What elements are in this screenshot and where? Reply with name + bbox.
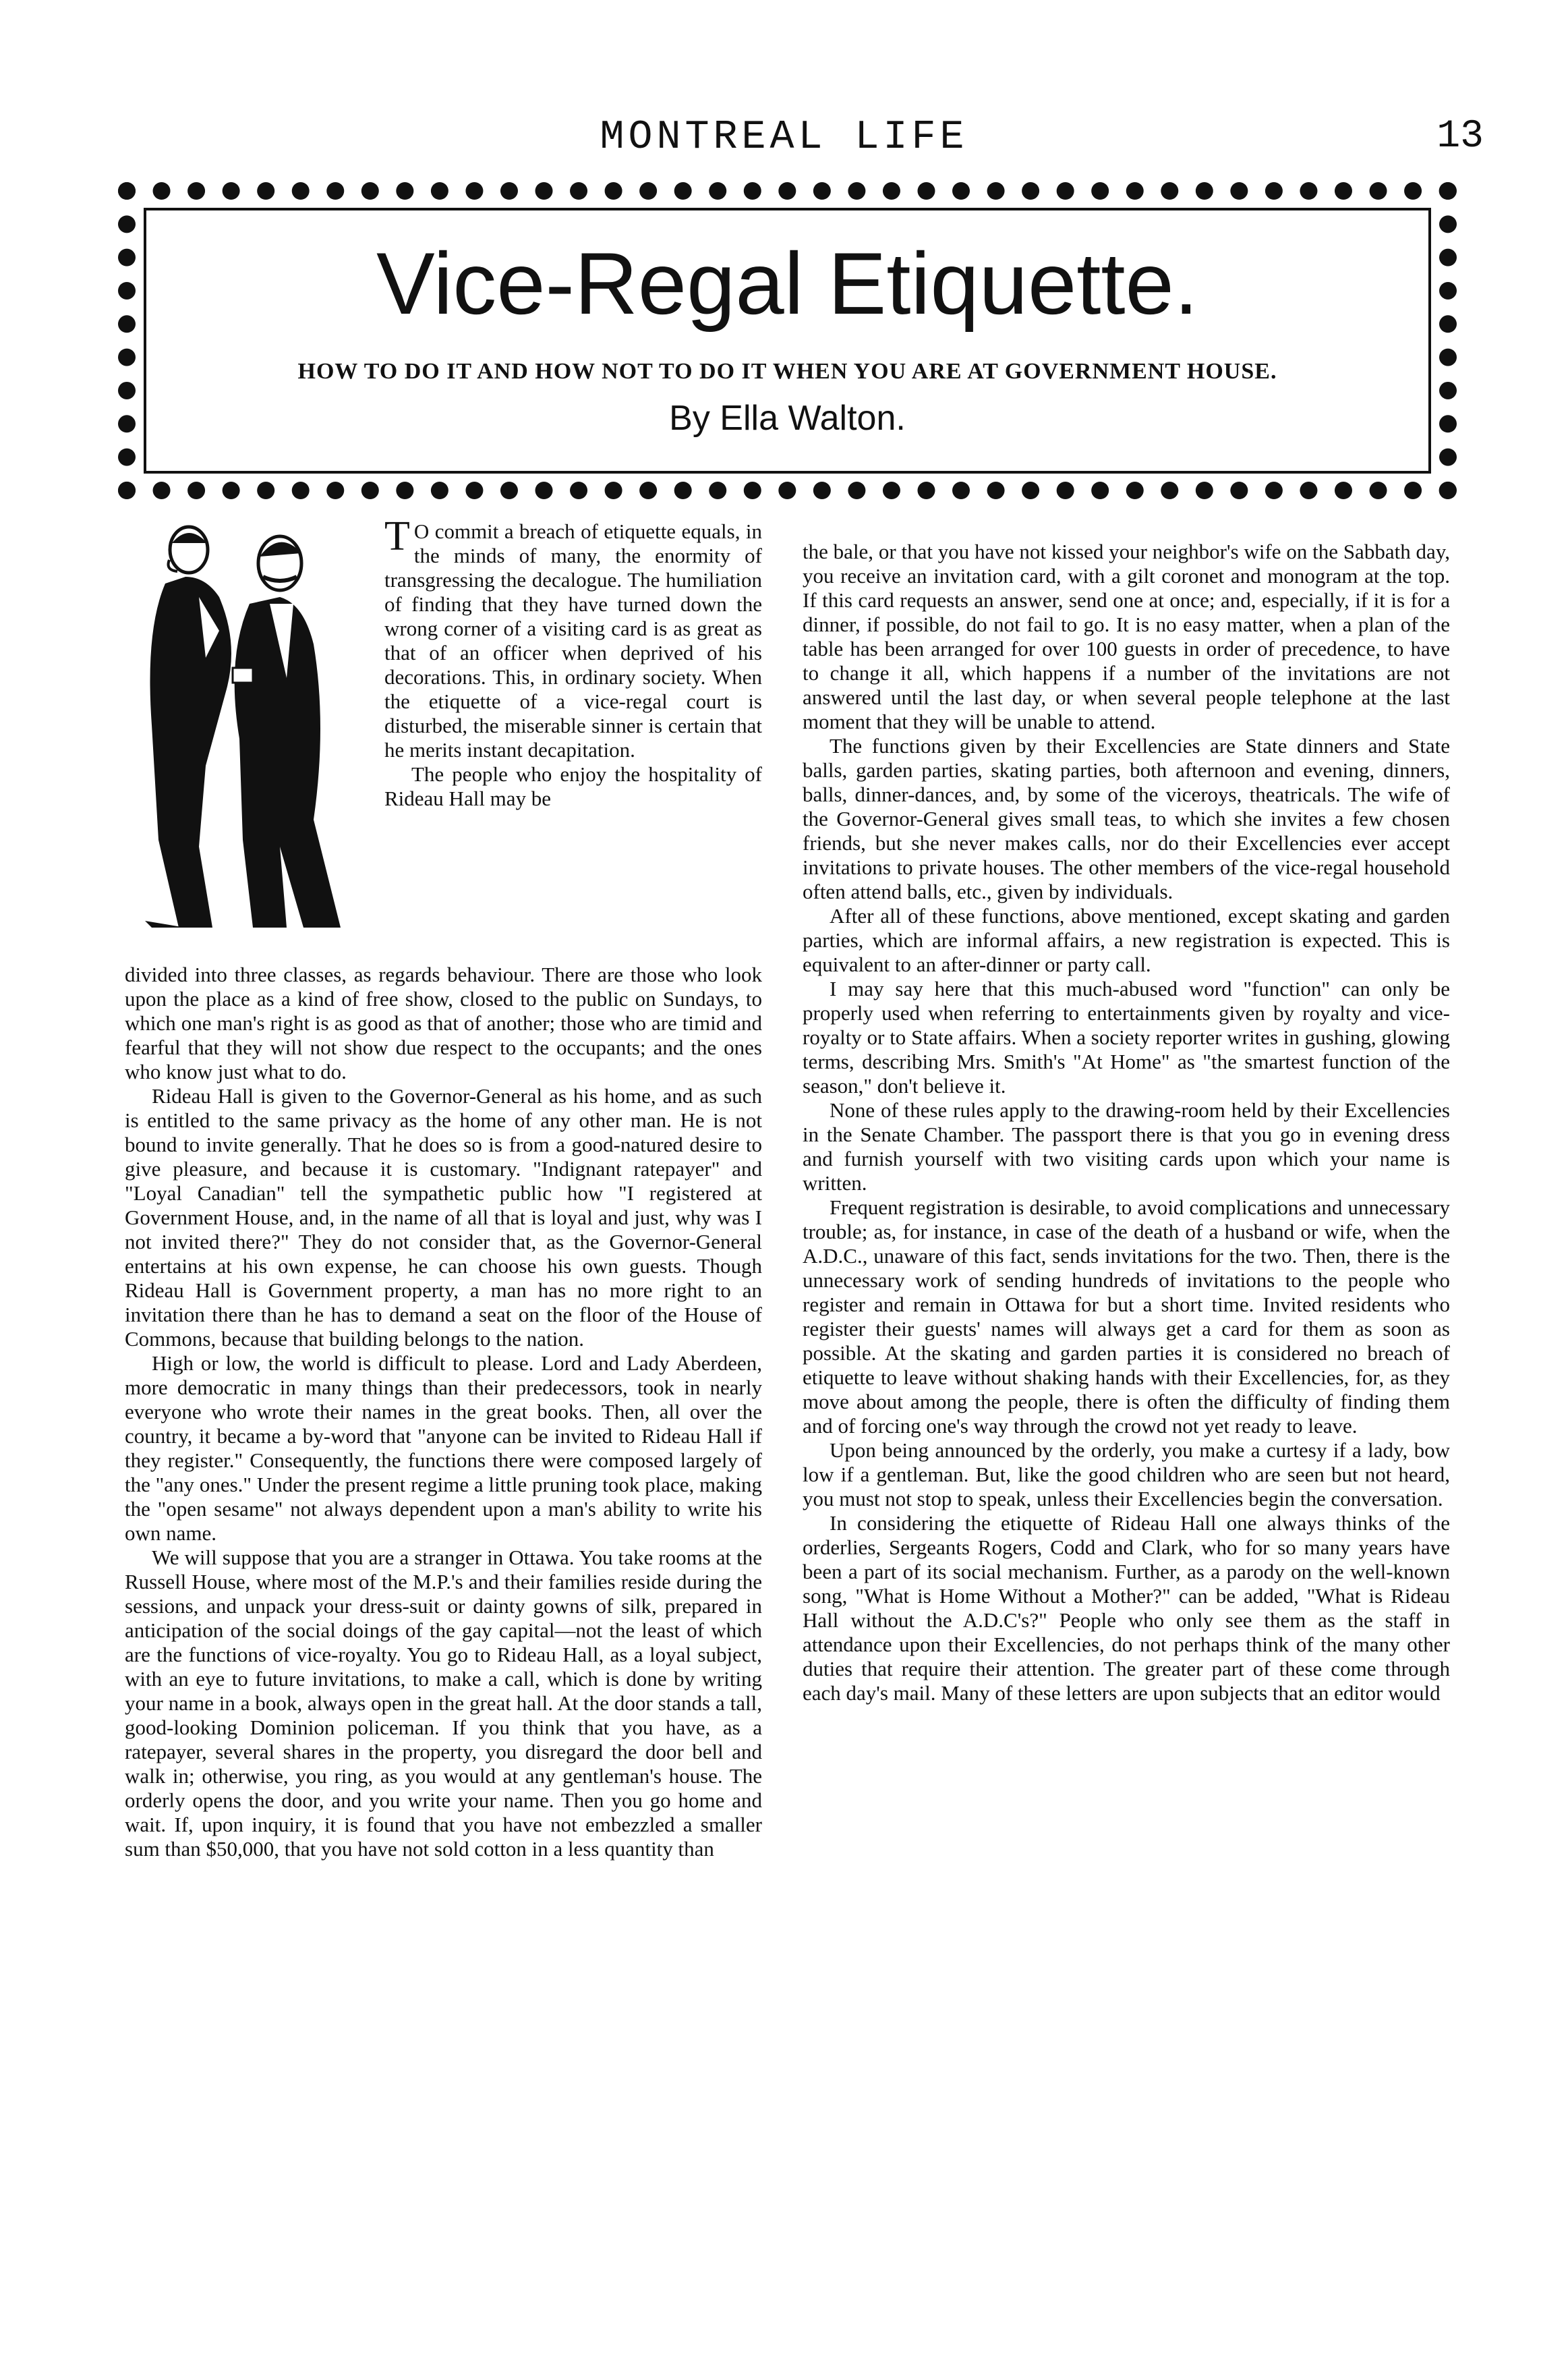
title-box: [118, 182, 1457, 499]
paragraph-stranger: We will suppose that you are a stranger in Ottawa. You take rooms at the Russell House, where most of the M.P.'s and their families reside during the sessions, and unpack your dress-suit or dainty gowns of silk, prepared in anticipation of the social doings of the gay capital—not the least of which are the functions of vice-royalty. You go to Rideau Hall, as a loyal subject, with an eye to future invitations, to make a call, which is done by writing your name in a book, always open in the great hall. At the door stands a tall, good-looking Dominion policeman. If you think that you have, as a ratepayer, several shares in the property, you disregard the door bell and walk in; otherwise, you ring, as you would at any gentleman's house. The orderly opens the door, and you write your name. Then you go home and wait. If, upon inquiry, it is found that you have not embezzled a smaller sum than $50,000, that you have not sold cotton in a less quantity than: [125, 1546, 762, 1861]
column-left: [125, 963, 762, 1861]
paragraph-frequent-registration: Frequent registration is desirable, to avoid complications and unnecessary trouble; as, for instance, in case of the death of a husband or wife, when the A.D.C., unaware of this fact, sends invitations for the two. Then, there is the unnecessary work of sending hundreds of invitations to the people who register and remain in Ottawa for but a short time. Invited residents who register their guests' names will always get a card for them as soon as possible. At the skating and garden parties it is considered no breach of etiquette to leave without shaking hands with their Excellencies, for, as they move about among the people, there is often the difficulty of finding them and of forcing one's way through the crowd not yet ready to leave.: [803, 1195, 1450, 1438]
column-middle-top: [384, 513, 762, 811]
article-subtitle: HOW TO DO IT AND HOW NOT TO DO IT WHEN YOU ARE AT GOVERNMENT HOUSE.: [297, 359, 1277, 384]
paragraph-drawing-room: None of these rules apply to the drawing-room held by their Excellencies in the Senate Chamber. The passport there is that you go in evening dress and furnish yourself with two visiting cards upon which your name is written.: [803, 1098, 1450, 1195]
column-right: [803, 540, 1450, 1705]
paragraph-rideau-home: Rideau Hall is given to the Governor-General as his home, and as such is entitled to the same privacy as the home of any other man. He is not bound to invite generally. That he does so is from a good-natured desire to give pleasure, and because it is customary. "Indignant ratepayer" and "Loyal Canadian" tell the sympathetic public how "I registered at Government House, and, in the name of all that is loyal and just, why was I not invited there?" They do not consider that, as the Governor-General entertains at his own expense, he can choose his own guests. Though Rideau Hall is Government property, a man has no more right to an invitation there than he has to demand a seat on the floor of the House of Commons, because that building belongs to the nation.: [125, 1084, 762, 1351]
illustration-icon: [125, 523, 368, 928]
article-title: Vice-Regal Etiquette.: [376, 234, 1198, 333]
two-gentlemen-illustration: [125, 523, 368, 928]
running-title: MONTREAL LIFE: [600, 115, 968, 161]
paragraph-high-or-low: High or low, the world is difficult to please. Lord and Lady Aberdeen, more democratic in many things than their predecessors, took in nearly everyone who wrote their names in the great books. Then, all over the country, it became a by-word that "anyone can be invited to Rideau Hall if they register." Consequently, the functions there were composed largely of the "any ones." Under the present regime a little pruning took place, making the "open sesame" not always dependent upon a man's ability to write his own name.: [125, 1351, 762, 1545]
page-number: 13: [1436, 115, 1484, 159]
running-head: [0, 115, 1568, 162]
opening-text: O commit a breach of etiquette equals, in the minds of many, the enormity of transgressing the decalogue. The humiliation of finding that they have turned down the wrong corner of a visiting card is as great as that of an officer when deprived of his decorations. This, in ordinary society. When the etiquette of a vice-regal court is disturbed, the miserable sinner is certain that he merits instant decapitation.: [384, 519, 762, 762]
paragraph-functions: The functions given by their Excellencies are State dinners and State balls, garden parties, skating parties, both afternoon and evening, dinners, balls, dinner-dances, and, by some of the viceroys, theatricals. The wife of the Governor-General gives small teas, to which she invites a few chosen friends, but she never makes calls, nor do their Excellencies ever accept invitations to private houses. The other members of the vice-regal household often attend balls, etc., given by individuals.: [803, 734, 1450, 903]
article-byline: By Ella Walton.: [669, 399, 906, 438]
paragraph-classes: divided into three classes, as regards behaviour. There are those who look upon the place as a kind of free show, closed to the public on Sundays, to which one man's right is as good as that of another; those who are timid and fearful that they will not show due respect to the occupants; and the ones who know just what to do.: [125, 963, 762, 1083]
paragraph-function-word: I may say here that this much-abused word "function" can only be properly used when referring to entertainments given by royalty and vice-royalty or to State affairs. When a society reporter writes in gushing, glowing terms, describing Mrs. Smith's "At Home" as "the smartest function of the season," don't believe it.: [803, 977, 1450, 1098]
paragraph-registration: After all of these functions, above mentioned, except skating and garden parties, which are informal affairs, a new registration is expected. This is equivalent to an after-dinner or party call.: [803, 904, 1450, 976]
paragraph-announced: Upon being announced by the orderly, you make a curtesy if a lady, bow low if a gentleman. But, like the good children who are seen but not heard, you must not stop to speak, unless their Excellencies begin the conversation.: [803, 1438, 1450, 1510]
paragraph-opening: [384, 513, 762, 762]
drop-cap: T: [384, 513, 410, 559]
paragraph-hospitality-start: The people who enjoy the hospitality of Rideau Hall may be: [384, 762, 762, 810]
paragraph-invitation: the bale, or that you have not kissed your neighbor's wife on the Sabbath day, you receive an invitation card, with a gilt coronet and monogram at the top. If this card requests an answer, send one at once; and, especially, if it is for a dinner, if possible, do not fail to go. It is no easy matter, when a plan of the table has been arranged for over 100 guests in order of precedence, to have to change it all, which happens if a number of the invitations are not answered until the last day, or when several people telephone at the last moment that they will be unable to attend.: [803, 540, 1450, 733]
paragraph-orderlies: In considering the etiquette of Rideau Hall one always thinks of the orderlies, Sergeants Rogers, Codd and Clark, who for so many years have been a part of its social mechanism. Further, as a parody on the well-known song, "What is Home Without a Mother?" can be added, "What is Rideau Hall without the A.D.C's?" People who only see them as the staff in attendance upon their Excellencies, do not perhaps think of the many other duties that require their attention. The greater part of these come through each day's mail. Many of these letters are upon subjects that an editor would: [803, 1511, 1450, 1705]
